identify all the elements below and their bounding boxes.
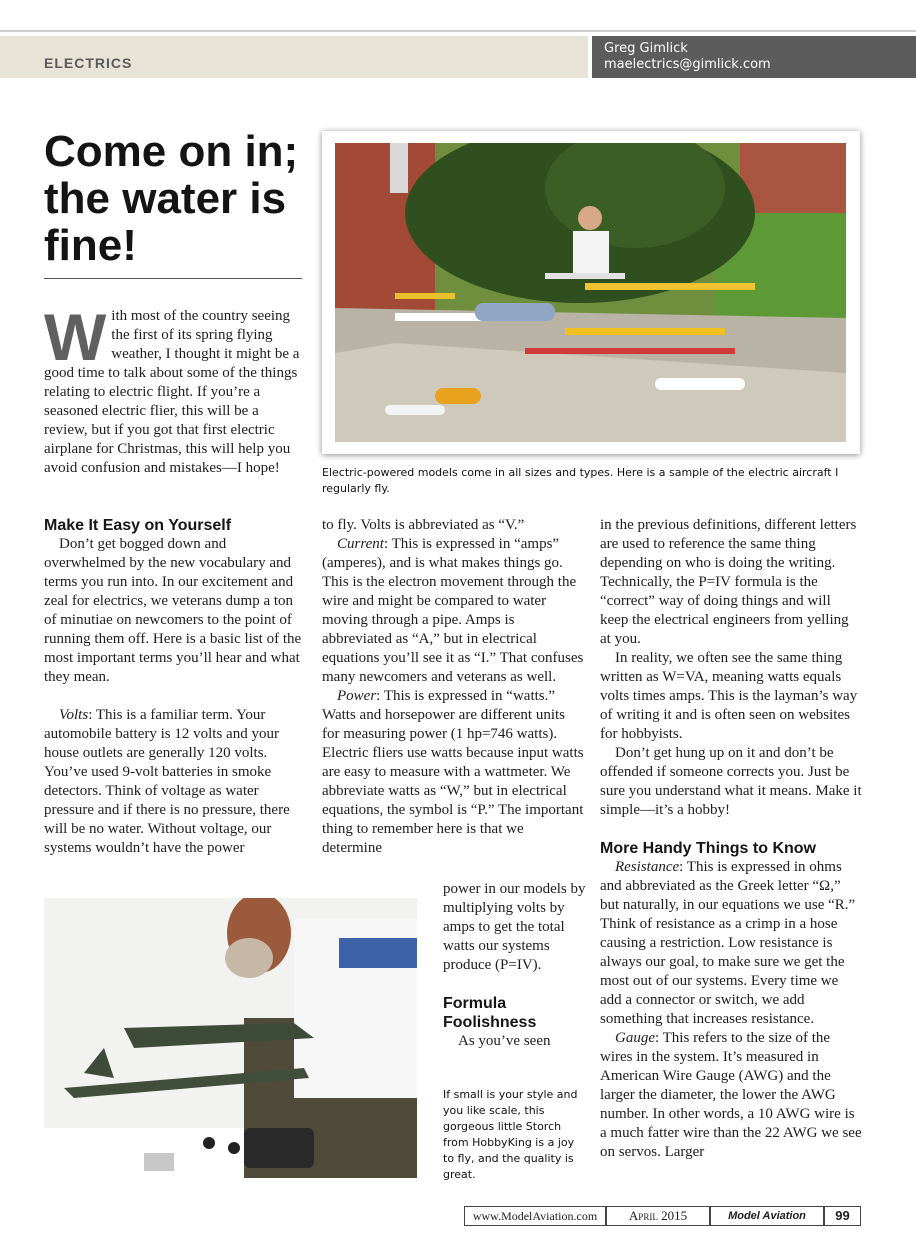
paragraph-gauge: Gauge: This refers to the size of the wires in the system. It’s measured in American Wire Gauge (AWG) and the larger the diameter, the lower the AWG number. In other words, a 10 AWG wire is a much fatter wire than the 22 AWG we see on servos. Larger <box>600 1030 862 1160</box>
intro-paragraph <box>44 300 302 478</box>
term-resistance: Resistance <box>615 859 680 875</box>
subhead-make-it-easy: Make It Easy on Yourself <box>44 517 232 534</box>
paragraph-resistance: Resistance: This is expressed in ohms and abbreviated as the Greek letter “Ω,” but naturally, in our equations we use “R.” Think of resistance as a crimp in a hose causing a restriction. Low resistance is always our goal, to make sure we get the most out of our systems. Every time we add a connector or switch, we add something that increases resistance. <box>600 859 856 1027</box>
paragraph: power in our models by multiplying volts by amps to get the total watts our systems produce (P=IV). <box>443 881 586 973</box>
headline-rule <box>44 278 302 279</box>
term-current: Current <box>337 536 384 552</box>
author-block <box>604 41 771 73</box>
section-label: ELECTRICS <box>44 55 133 71</box>
photo-caption-storch: If small is your style and you like scale, this gorgeous little Storch from HobbyKing is a joy to fly, and the quality is great. <box>443 1088 578 1181</box>
term-power: Power <box>337 688 377 704</box>
photo-storch-model <box>44 898 417 1178</box>
top-rule <box>0 30 916 32</box>
subhead-handy-things: More Handy Things to Know <box>600 840 816 857</box>
footer-magazine: Model Aviation <box>710 1206 824 1226</box>
author-name: Greg Gimlick <box>604 41 688 56</box>
paragraph-power: Power: This is expressed in “watts.” Watts and horsepower are different units for measuring power (1 hp=746 watts). Electric fliers use watts because input watts are easy to measure with a wattmeter. We abbreviate watts as “W,” but in electrical equations, the symbol is “P.” The important thing to remember here is that we determine <box>322 688 584 856</box>
paragraph: As you’ve seen <box>458 1033 551 1049</box>
paragraph-current: Current: This is expressed in “amps” (amperes), and is what makes things go. This is the electron movement through the wire and might be compared to water moving through a pipe. Amps is abbreviated as “A,” but in electrical equations you’ll see it as “I.” That confuses many newcomers and veterans as well. <box>322 536 584 685</box>
term-volts: Volts <box>59 707 89 723</box>
column-3 <box>600 516 862 1162</box>
paragraph: In reality, we often see the same thing written as W=VA, meaning watts equals volts times amps. This is the layman’s way of writing it and is often seen on websites for hobbyists. <box>600 650 858 742</box>
footer-page-number: 99 <box>824 1206 861 1226</box>
intro-text: ith most of the country seeing the first of its spring flying weather, I thought it might be a good time to talk about some of the things relating to electric flight. If you’re a seasoned electric flier, this will be a review, but if you got that first electric airplane for Christmas, this will help you avoid confusion and mistakes—I hope! <box>44 308 300 476</box>
column-2-continued <box>443 880 588 1051</box>
author-email[interactable]: maelectrics@gimlick.com <box>604 57 771 72</box>
column-2 <box>322 516 584 858</box>
photo-caption: Electric-powered models come in all sizes and types. Here is a sample of the electric aircraft I regularly fly. <box>322 466 839 495</box>
paragraph: Don’t get bogged down and overwhelmed by the new vocabulary and terms you run into. In our excitement and zeal for electrics, we veterans dump a ton of minutiae on newcomers to the point of running them off. Here is a basic list of the most important terms you’ll hear and what they mean. <box>44 536 302 685</box>
paragraph: Don’t get hung up on it and don’t be offended if someone corrects you. Just be sure you understand what it means. Make it simple—it’s a hobby! <box>600 745 862 818</box>
paragraph: in the previous definitions, different letters are used to reference the same thing depending on who is doing the writing. Technically, the P=IV formula is the “correct” way of doing things and will keep the electrical engineers from yelling at you. <box>600 517 857 647</box>
footer-issue: April 2015 <box>606 1206 710 1226</box>
photo-aircraft-collection <box>322 131 860 454</box>
term-gauge: Gauge <box>615 1030 655 1046</box>
headline: Come on in; the water is fine! <box>44 127 299 270</box>
footer-url[interactable]: www.ModelAviation.com <box>464 1206 606 1226</box>
drop-cap: W <box>44 300 107 374</box>
paragraph: to fly. Volts is abbreviated as “V.” <box>322 517 525 533</box>
photo-aircraft-image <box>335 143 846 442</box>
paragraph-volts: Volts: This is a familiar term. Your automobile battery is 12 volts and your house outlets are generally 120 volts. You’ve used 9-volt batteries in smoke detectors. Think of voltage as water pressure and if there is no pressure, there will be no water. Without voltage, our systems wouldn’t have the power <box>44 707 290 856</box>
subhead-formula-foolishness: Formula Foolishness <box>443 995 537 1031</box>
column-1 <box>44 516 306 858</box>
